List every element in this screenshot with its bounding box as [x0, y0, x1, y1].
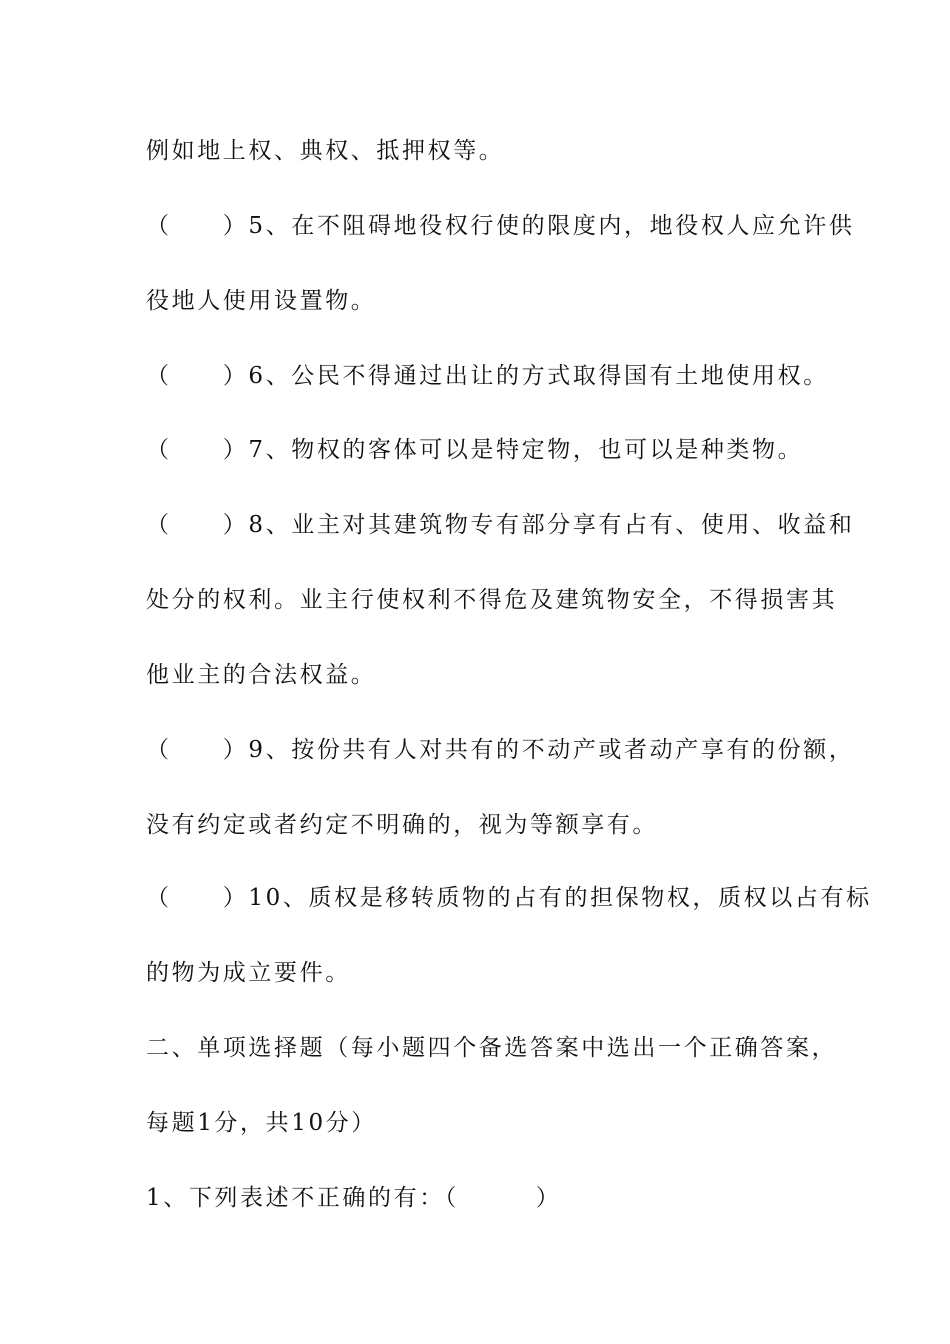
question-8-line-2: 处分的权利。业主行使权利不得危及建筑物安全，不得损害其: [146, 587, 838, 613]
question-9-line-1: （ ）9、按份共有人对共有的不动产或者动产享有的份额，: [146, 737, 855, 763]
question-7: （ ）7、物权的客体可以是特定物，也可以是种类物。: [146, 437, 804, 463]
question-5-line-1: （ ）5、在不阻碍地役权行使的限度内，地役权人应允许供: [146, 213, 855, 239]
text-line-1: 例如地上权、典权、抵押权等。: [146, 138, 505, 164]
question-5-line-2: 役地人使用设置物。: [146, 288, 377, 314]
choice-question-1: 1、下列表述不正确的有：（ ）: [146, 1185, 562, 1211]
section-heading-line-1: 二、单项选择题（每小题四个备选答案中选出一个正确答案，: [146, 1035, 838, 1061]
question-9-line-2: 没有约定或者约定不明确的，视为等额享有。: [146, 812, 658, 838]
section-heading-line-2: 每题1分，共10分）: [146, 1110, 377, 1136]
question-8-line-1: （ ）8、业主对其建筑物专有部分享有占有、使用、收益和: [146, 512, 855, 538]
question-10-line-2: 的物为成立要件。: [146, 960, 351, 986]
question-8-line-3: 他业主的合法权益。: [146, 662, 377, 688]
question-6: （ ）6、公民不得通过出让的方式取得国有土地使用权。: [146, 363, 829, 389]
question-10-line-1: （ ）10、质权是移转质物的占有的担保物权，质权以占有标: [146, 885, 872, 911]
